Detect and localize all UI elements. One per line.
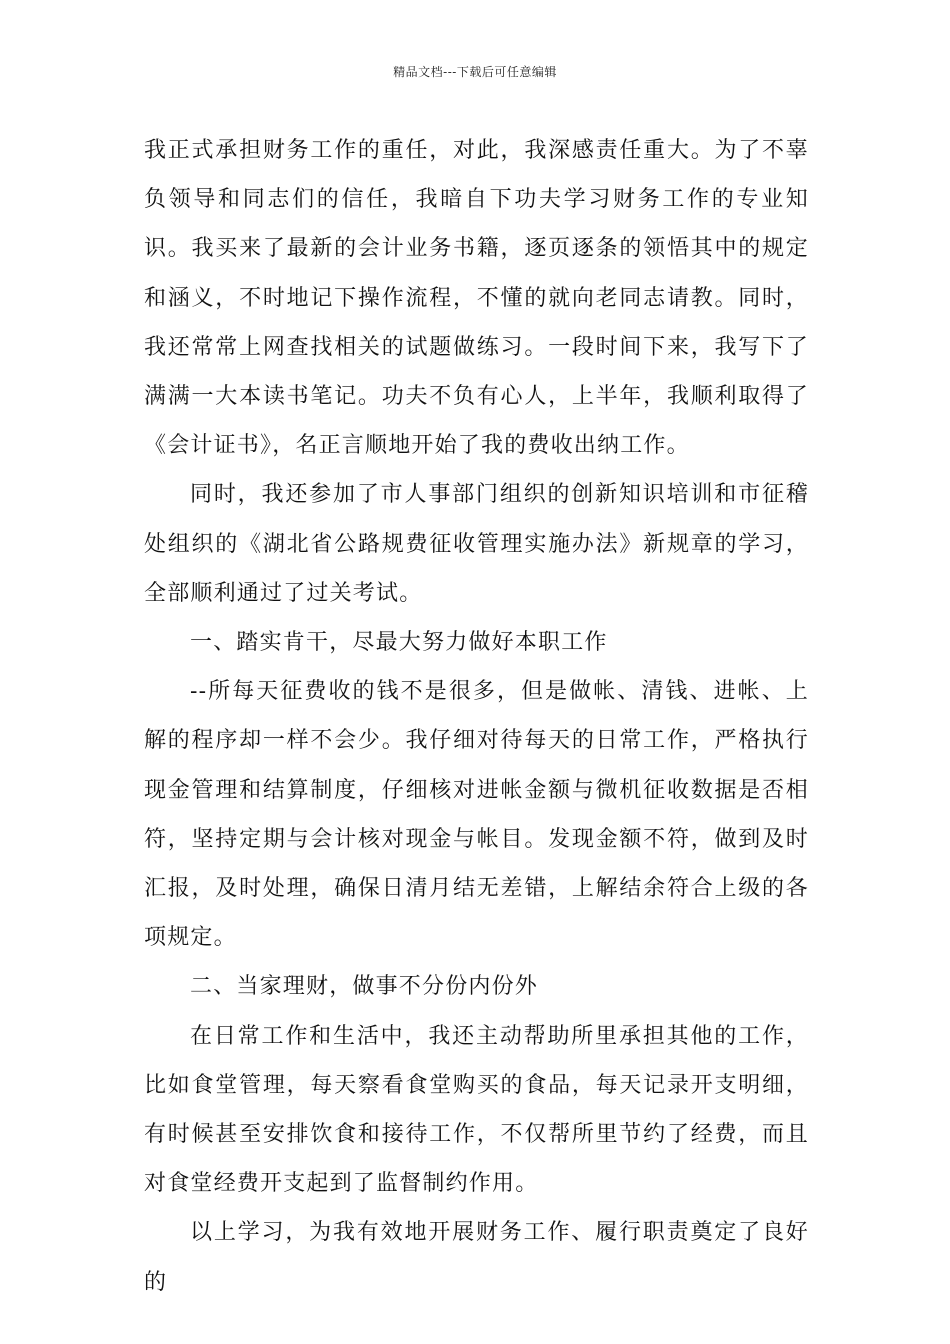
page-header: 精品文档---下载后可任意编辑 bbox=[393, 65, 557, 79]
paragraph-2: 同时，我还参加了市人事部门组织的创新知识培训和市征稽处组织的《湖北省公路规费征收管理实施办法》新规章的学习，全部顺利通过了过关考试。 bbox=[144, 482, 809, 606]
document-body bbox=[144, 126, 809, 1307]
section-heading-1: 一、踏实肯干，尽最大努力做好本职工作 bbox=[190, 630, 608, 656]
paragraph-4: 在日常工作和生活中，我还主动帮助所里承担其他的工作，比如食堂管理，每天察看食堂购买的食品，每天记录开支明细，有时候甚至安排饮食和接待工作，不仅帮所里节约了经费，而且对食堂经费开支起到了监督制约作用。 bbox=[144, 1023, 809, 1197]
paragraph-1: 我正式承担财务工作的重任，对此，我深感责任重大。为了不辜负领导和同志们的信任，我暗自下功夫学习财务工作的专业知识。我买来了最新的会计业务书籍，逐页逐条的领悟其中的规定和涵义，不时地记下操作流程，不懂的就向老同志请教。同时，我还常常上网查找相关的试题做练习。一段时间下来，我写下了满满一大本读书笔记。功夫不负有心人，上半年，我顺利取得了《会计证书》，名正言顺地开始了我的费收出纳工作。 bbox=[144, 138, 809, 459]
paragraph-5: 以上学习，为我有效地开展财务工作、履行职责奠定了良好的 bbox=[144, 1220, 809, 1295]
section-heading-2: 二、当家理财，做事不分份内份外 bbox=[190, 974, 539, 1000]
paragraph-3: --所每天征费收的钱不是很多，但是做帐、清钱、进帐、上解的程序却一样不会少。我仔细对待每天的日常工作，严格执行现金管理和结算制度，仔细核对进帐金额与微机征收数据是否相符，坚持定期与会计核对现金与帐目。发现金额不符，做到及时汇报，及时处理，确保日清月结无差错，上解结余符合上级的各项规定。 bbox=[144, 679, 809, 951]
